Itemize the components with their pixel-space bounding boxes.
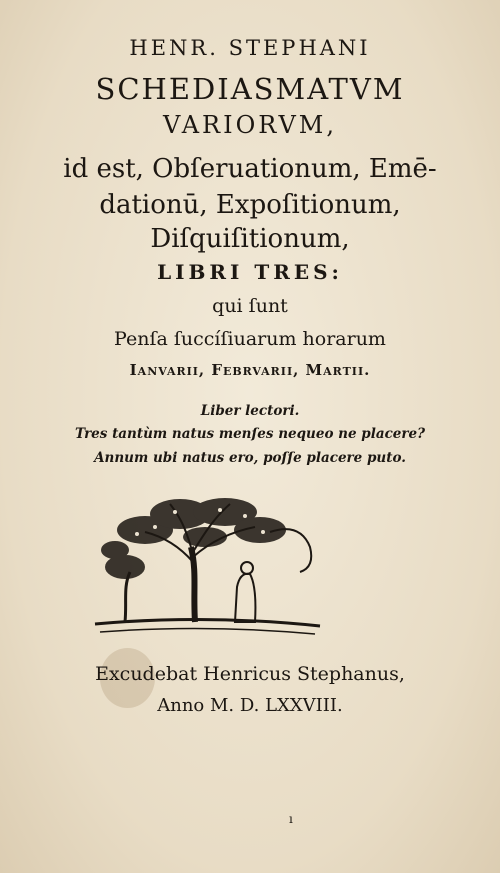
books-line: LIBRI TRES:	[157, 260, 343, 284]
subtitle-line-3: Diſquiſitionum,	[150, 224, 350, 254]
subtitle-line-1: id est, Obſeruationum, Emē-	[63, 154, 437, 184]
title-line-2: VARIORVM,	[162, 111, 337, 139]
imprint-line-2: Anno M. D. LXXVIII.	[157, 695, 343, 716]
qui-sunt-line: qui ſunt	[212, 295, 288, 317]
imprint-line-1: Excudebat Henricus Stephanus,	[95, 663, 405, 685]
months-line: Ianvarii, Febrvarii, Martii.	[129, 361, 371, 379]
title-line-1: SCHEDIASMATVM	[95, 72, 405, 106]
motto-line-1: Tres tantùm natus menſes nequeo ne placere?	[75, 426, 425, 442]
pensa-line: Penſa ſuccíſiuarum horarum	[114, 328, 386, 350]
page-mark: ı	[289, 812, 293, 826]
olive-tree-woodcut-icon	[85, 492, 325, 638]
subtitle-line-2: dationū, Expoſitionum,	[99, 190, 401, 220]
motto-heading: Liber lectori.	[200, 403, 300, 419]
author-line: HENR. STEPHANI	[129, 36, 371, 60]
motto-line-2: Annum ubi natus ero, poſſe placere puto.	[94, 450, 406, 466]
